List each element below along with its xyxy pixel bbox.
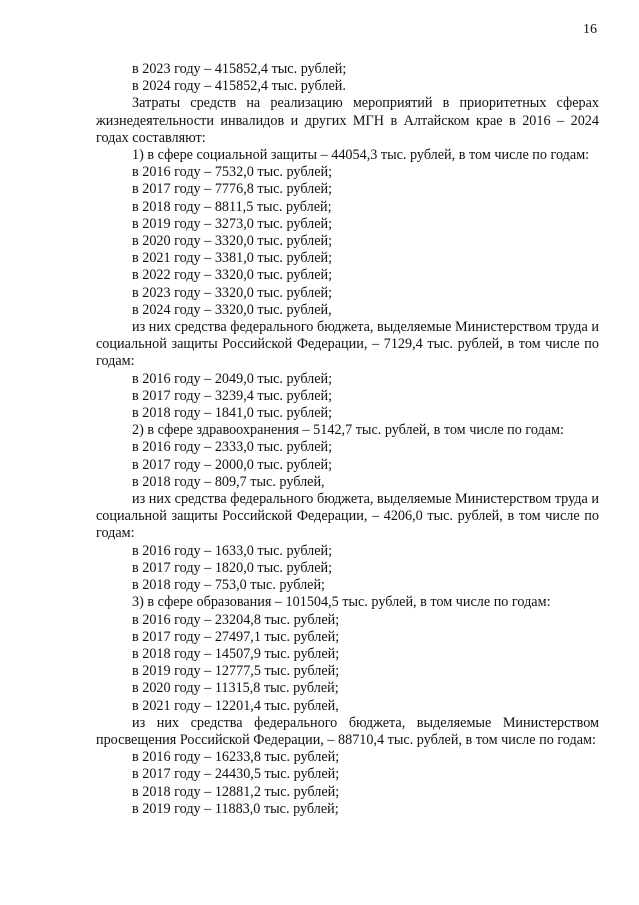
text-line: в 2016 году – 2049,0 тыс. рублей; <box>132 370 333 387</box>
document-body <box>96 61 599 818</box>
text-line: в 2023 году – 3320,0 тыс. рублей; <box>132 284 333 301</box>
text-line: в 2017 году – 24430,5 тыс. рублей; <box>132 766 340 783</box>
paragraph-social-federal: из них средства федерального бюджета, выделяемые Министерством труда и социальной защиты Российской Федерации, – 7129,4 тыс. рублей, в том числе по годам: <box>96 319 599 370</box>
paragraph-health-federal: из них средства федерального бюджета, выделяемые Министерством труда и социальной защиты Российской Федерации, – 4206,0 тыс. рублей, в том числе по годам: <box>96 491 599 542</box>
text-line: в 2016 году – 7532,0 тыс. рублей; <box>132 164 333 181</box>
paragraph-education-federal: из них средства федерального бюджета, выделяемые Министерством просвещения Российской Федерации, – 88710,4 тыс. рублей, в том числе по годам: <box>96 714 599 748</box>
text-line: в 2017 году – 2000,0 тыс. рублей; <box>132 456 333 473</box>
text-line: в 2018 году – 8811,5 тыс. рублей; <box>132 198 332 215</box>
text-line: в 2024 году – 3320,0 тыс. рублей, <box>132 301 332 318</box>
text-line: в 2016 году – 2333,0 тыс. рублей; <box>132 439 333 456</box>
text-line: в 2017 году – 3239,4 тыс. рублей; <box>132 387 333 404</box>
page-number: 16 <box>583 22 597 37</box>
text-line: в 2018 году – 12881,2 тыс. рублей; <box>132 783 340 800</box>
text-line: в 2016 году – 1633,0 тыс. рублей; <box>132 542 333 559</box>
text-line: в 2020 году – 11315,8 тыс. рублей; <box>132 680 339 697</box>
text-line: в 2017 году – 1820,0 тыс. рублей; <box>132 559 333 576</box>
paragraph-social-sphere: 1) в сфере социальной защиты – 44054,3 тыс. рублей, в том числе по годам: <box>132 147 590 164</box>
text-line: в 2020 году – 3320,0 тыс. рублей; <box>132 233 333 250</box>
text-line: в 2019 году – 11883,0 тыс. рублей; <box>132 800 339 817</box>
text-line: в 2019 году – 3273,0 тыс. рублей; <box>132 215 333 232</box>
text-line: в 2021 году – 12201,4 тыс. рублей, <box>132 697 339 714</box>
text-line: в 2017 году – 27497,1 тыс. рублей; <box>132 628 340 645</box>
paragraph-education-sphere: 3) в сфере образования – 101504,5 тыс. рублей, в том числе по годам: <box>132 594 551 611</box>
text-line: в 2024 году – 415852,4 тыс. рублей. <box>132 78 346 95</box>
text-line: в 2021 году – 3381,0 тыс. рублей; <box>132 250 333 267</box>
text-line: в 2018 году – 1841,0 тыс. рублей; <box>132 405 333 422</box>
text-line: в 2019 году – 12777,5 тыс. рублей; <box>132 663 340 680</box>
text-line: в 2018 году – 14507,9 тыс. рублей; <box>132 645 340 662</box>
text-line: в 2018 году – 809,7 тыс. рублей, <box>132 473 325 490</box>
text-line: в 2023 году – 415852,4 тыс. рублей; <box>132 61 347 77</box>
text-line: в 2017 году – 7776,8 тыс. рублей; <box>132 181 333 198</box>
text-line: в 2018 году – 753,0 тыс. рублей; <box>132 577 325 594</box>
paragraph-health-sphere: 2) в сфере здравоохранения – 5142,7 тыс. рублей, в том числе по годам: <box>132 422 564 439</box>
text-line: в 2016 году – 23204,8 тыс. рублей; <box>132 611 340 628</box>
paragraph-intro: Затраты средств на реализацию мероприятий в приоритетных сферах жизнедеятельности инвалидов и других МГН в Алтайском крае в 2016 – 2024 годах составляют: <box>96 95 599 146</box>
text-line: в 2022 году – 3320,0 тыс. рублей; <box>132 267 333 284</box>
text-line: в 2016 году – 16233,8 тыс. рублей; <box>132 749 340 766</box>
